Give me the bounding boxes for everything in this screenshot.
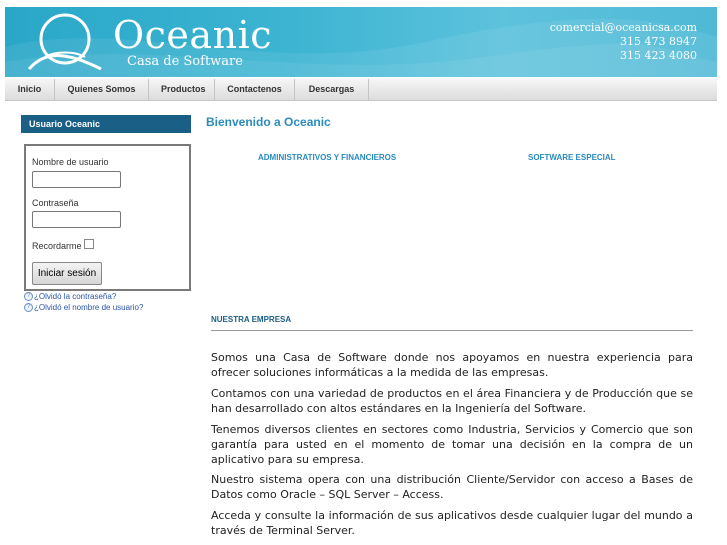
remember-label: Recordarme xyxy=(32,241,82,251)
nav-item-descargas[interactable]: Descargas xyxy=(295,79,369,101)
password-input[interactable] xyxy=(32,211,121,228)
help-icon: ? xyxy=(24,303,33,312)
remember-checkbox[interactable] xyxy=(84,239,94,249)
paragraph: Acceda y consulte la información de sus aplicativos desde cualquier lugar del mundo a través de Terminal Server. xyxy=(211,509,693,537)
brand-name: Oceanic xyxy=(113,13,272,57)
nav-item-inicio[interactable]: Inicio xyxy=(5,79,55,101)
forgot-password-text: ¿Olvidó la contraseña? xyxy=(34,292,117,301)
page-title: Bienvenido a Oceanic xyxy=(206,115,331,129)
category-link-software-especial[interactable]: SOFTWARE ESPECIAL xyxy=(528,153,616,162)
category-link-administrativos[interactable]: ADMINISTRATIVOS Y FINANCIEROS xyxy=(258,153,397,162)
help-icon: ? xyxy=(24,292,33,301)
paragraph: Tenemos diversos clientes en sectores como Industria, Servicios y Comercio que son garantía para usted en el momento de tomar una decisión en la compra de un aplicativo para su empresa. xyxy=(211,423,693,466)
contact-phone-1: 315 473 8947 xyxy=(620,35,697,48)
contact-phone-2: 315 423 4080 xyxy=(620,49,697,62)
contact-email: comercial@oceanicsa.com xyxy=(549,21,697,34)
password-label: Contraseña xyxy=(32,198,79,208)
nav-item-contactenos[interactable]: Contactenos xyxy=(215,79,295,101)
login-button[interactable]: Iniciar sesión xyxy=(32,262,102,285)
username-input[interactable] xyxy=(32,171,121,188)
paragraph: Contamos con una variedad de productos en el área Financiera y de Producción que se han desarrollado con altos estándares en la Ingeniería del Software. xyxy=(211,387,693,415)
site-header xyxy=(5,7,717,77)
nav-item-productos[interactable]: Productos xyxy=(149,79,215,101)
section-divider xyxy=(211,330,693,331)
username-label: Nombre de usuario xyxy=(32,157,109,167)
oceanic-logo-icon xyxy=(25,11,105,73)
login-form xyxy=(24,144,191,291)
forgot-username-text: ¿Olvidó el nombre de usuario? xyxy=(34,303,144,312)
forgot-password-link[interactable] xyxy=(24,292,116,301)
nav-item-quienes-somos[interactable]: Quienes Somos xyxy=(55,79,149,101)
login-panel-title: Usuario Oceanic xyxy=(21,115,191,133)
brand-tagline: Casa de Software xyxy=(127,54,243,69)
main-nav xyxy=(5,79,717,101)
section-title: NUESTRA EMPRESA xyxy=(211,315,292,324)
paragraph: Nuestro sistema opera con una distribución Cliente/Servidor con acceso a Bases de Datos como Oracle – SQL Server – Access. xyxy=(211,473,693,501)
paragraph: Somos una Casa de Software donde nos apoyamos en nuestra experiencia para ofrecer soluciones informáticas a la medida de las empresas. xyxy=(211,351,693,379)
contact-info xyxy=(550,21,697,63)
forgot-username-link[interactable] xyxy=(24,303,143,312)
